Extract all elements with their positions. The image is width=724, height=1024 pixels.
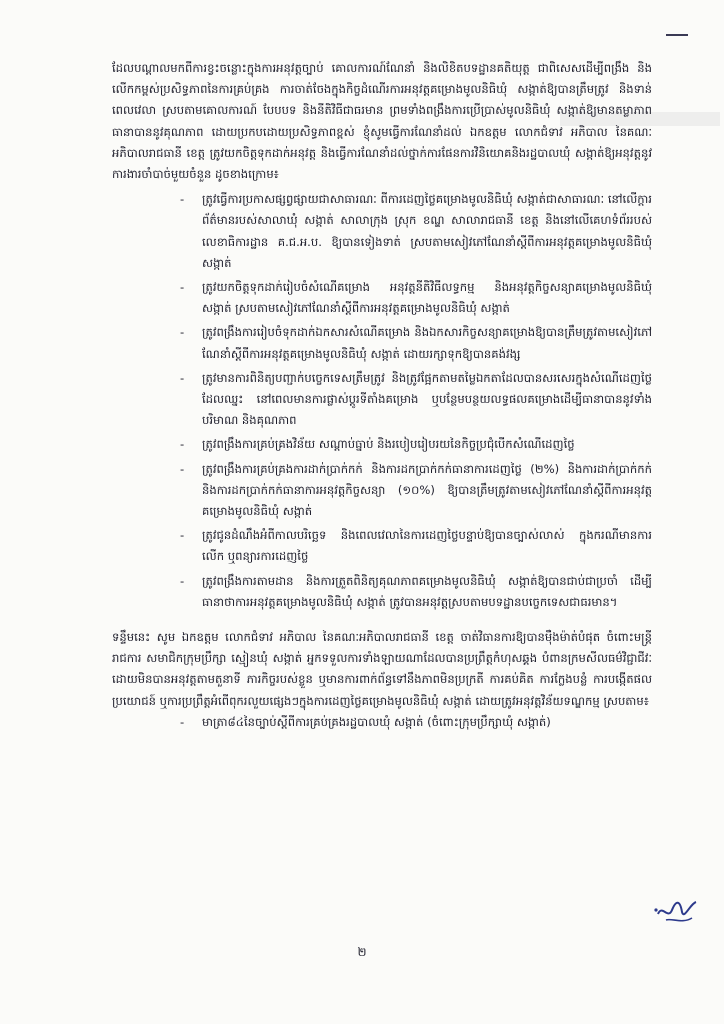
list-item-text: មាត្រា៨៤នៃច្បាប់ស្ដីពីការគ្រប់គ្រងរដ្ឋបាលឃុំ សង្កាត់ (ចំពោះក្រុមប្រឹក្សាឃុំ សង្កាត់) [202,714,551,729]
list-item-text: ត្រូវជូនដំណឹងអំពីកាលបរិច្ឆេទ និងពេលវេលានៃការដេញថ្លៃបន្ទាប់ឱ្យបានច្បាស់លាស់ ក្នុងករណីមានការលើក ឬពន្យារការដេញថ្លៃ [202,528,652,564]
bullet-marker: - [180,528,185,543]
document-body [112,58,652,733]
list-item-text: ត្រូវពង្រឹងការគ្រប់គ្រងវិន័យ សណ្ដាប់ធ្នាប់ និងរបៀបរៀបរយនៃកិច្ចប្រជុំបើកសំណើដេញថ្លៃ [202,437,575,452]
sub-bullet-list [112,712,652,733]
bullet-marker: - [180,461,185,476]
list-item [112,459,652,523]
list-item-text: ត្រូវពង្រឹងការគ្រប់គ្រងការដាក់ប្រាក់កក់ និងការដកប្រាក់កក់ធានាការដេញថ្លៃ (២%) និងការដាក់ប្រាក់កក់ និងការដកប្រាក់កក់ធានាការអនុវត្តកិច្ចសន្យា (១០%) ឱ្យបានត្រឹមត្រូវតាមសៀវភៅណែនាំស្ដីពីការអនុវត្តគម្រោងមូលនិធិឃុំ សង្កាត់ [202,461,652,519]
corner-mark [666,34,688,36]
bullet-marker: - [180,437,185,452]
bullet-marker: - [180,573,185,588]
list-item [112,368,652,432]
list-item [112,434,652,455]
bullet-marker: - [180,192,185,207]
list-item [112,189,652,274]
bullet-list [112,189,652,613]
list-item [112,322,652,364]
list-item [112,277,652,319]
bullet-marker: - [180,280,185,295]
bullet-marker: - [180,325,185,340]
list-item-text: ត្រូវពង្រឹងការរៀបចំទុកដាក់ឯកសារសំណើគម្រោង និងឯកសារកិច្ចសន្យាគម្រោងឱ្យបានត្រឹមត្រូវតាមសៀវភៅណែនាំស្ដីពីការអនុវត្តគម្រោងមូលនិធិឃុំ សង្កាត់ ដោយរក្សាទុកឱ្យបានគង់វង្ស [202,325,652,361]
paragraph-1: ដែលបណ្ដាលមកពីការខ្វះចន្លោះក្នុងការអនុវត្តច្បាប់ គោលការណ៍ណែនាំ និងលិខិតបទដ្ឋានគតិយុត្ត ជាពិសេសដើម្បីពង្រឹង និងលើកកម្ពស់ប្រសិទ្ធភាពនៃការគ្រប់គ្រង ការចាត់ចែងក្នុងកិច្ចដំណើរការអនុវត្តគម្រោងមូលនិធិឃុំ សង្កាត់ឱ្យបានត្រឹមត្រូវ និងទាន់ពេលវេលា ស្របតាមគោលការណ៍ បែបបទ និងនីតិវិធីជាធរមាន ព្រមទាំងពង្រឹងការប្រើប្រាស់មូលនិធិឃុំ សង្កាត់ឱ្យមានតម្លាភាព ធានាបាននូវគុណភាព ដោយប្រកបដោយប្រសិទ្ធភាពខ្ពស់ ខ្ញុំសូមធ្វើការណែនាំដល់ ឯកឧត្តម លោកជំទាវ អភិបាល នៃគណៈអភិបាលរាជធានី ខេត្ត ត្រូវយកចិត្តទុកដាក់អនុវត្ត និងធ្វើការណែនាំដល់ថ្នាក់ការផែនការវិនិយោគនិងរដ្ឋបាលឃុំ សង្កាត់ឱ្យអនុវត្តនូវការងារចាំបាច់មួយចំនួន ដូចខាងក្រោម៖ [112,61,652,182]
signature-initials [652,890,702,930]
list-item-text: ត្រូវធ្វើការប្រកាសផ្សព្វផ្សាយជាសាធារណៈ ពីការដេញថ្លៃគម្រោងមូលនិធិឃុំ សង្កាត់ជាសាធារណៈ នៅលើក្ដារព័ត៌មានរបស់សាលាឃុំ សង្កាត់ សាលាក្រុង ស្រុក ខណ្ឌ សាលារាជធានី ខេត្ត និងនៅលើគេហទំព័ររបស់លេខាធិការដ្ឋាន គ.ជ.អ.ប. ឱ្យបានទៀងទាត់ ស្របតាមសៀវភៅណែនាំស្ដីពីការអនុវត្តគម្រោងមូលនិធិឃុំ សង្កាត់ [202,192,652,270]
list-item-text: ត្រូវពង្រឹងការតាមដាន និងការត្រួតពិនិត្យគុណភាពគម្រោងមូលនិធិឃុំ សង្កាត់ឱ្យបានជាប់ជាប្រចាំ ដើម្បីធានាថាការអនុវត្តគម្រោងមូលនិធិឃុំ សង្កាត់ ត្រូវបានអនុវត្តស្របតាមបទដ្ឋានបច្ចេកទេសជាធរមាន។ [202,573,652,609]
list-item [112,525,652,567]
paragraph-2: ទន្ទឹមនេះ សូម ឯកឧត្តម លោកជំទាវ អភិបាល នៃគណៈអភិបាលរាជធានី ខេត្ត ចាត់វិធានការឱ្យបានម៉ឺងម៉ាត់បំផុត ចំពោះមន្ត្រីរាជការ សមាជិកក្រុមប្រឹក្សា ស្មៀនឃុំ សង្កាត់ អ្នកទទួលការទាំងឡាយណាដែលបានប្រព្រឹត្តកំហុសឆ្គង បំពានក្រមសីលធម៌វិជ្ជាជីវៈ ដោយមិនបានអនុវត្តតាមតួនាទី ភារកិច្ចរបស់ខ្លួន ឬមានការពាក់ព័ន្ធទៅនឹងភាពមិនប្រក្រតី ការគប់គិត ការក្លែងបន្លំ ការបង្កើតផលប្រយោជន៍ ឬការប្រព្រឹត្តអំពើពុករលួយផ្សេងៗក្នុងការដេញថ្លៃគម្រោងមូលនិធិឃុំ សង្កាត់ ដោយត្រូវអនុវត្តវិន័យទណ្ឌកម្ម ស្របតាម៖ [112,630,652,708]
list-item [112,712,652,733]
page-number: ២ [357,945,367,959]
list-item [112,571,652,613]
list-item-text: ត្រូវមានការពិនិត្យបញ្ជាក់បច្ចេកទេសត្រឹមត្រូវ និងត្រូវផ្អែកតាមតម្លៃឯកតាដែលបានសរសេរក្នុងសំណើដេញថ្លៃដែលឈ្នះ នៅពេលមានការផ្លាស់ប្ដូរទីតាំងគម្រោង ឬបន្ថែមបន្ថយលទ្ធផលគម្រោងដើម្បីធានាបាននូវទាំងបរិមាណ និងគុណភាព [202,370,652,428]
bullet-marker: - [180,714,185,729]
bullet-marker: - [180,370,185,385]
list-item-text: ត្រូវយកចិត្តទុកដាក់រៀបចំសំណើគម្រោង អនុវត្តនីតិវិធីលទ្ធកម្ម និងអនុវត្តកិច្ចសន្យាគម្រោងមូលនិធិឃុំ សង្កាត់ ស្របតាមសៀវភៅណែនាំស្ដីពីការអនុវត្តគម្រោងមូលនិធិឃុំ សង្កាត់ [202,280,652,316]
